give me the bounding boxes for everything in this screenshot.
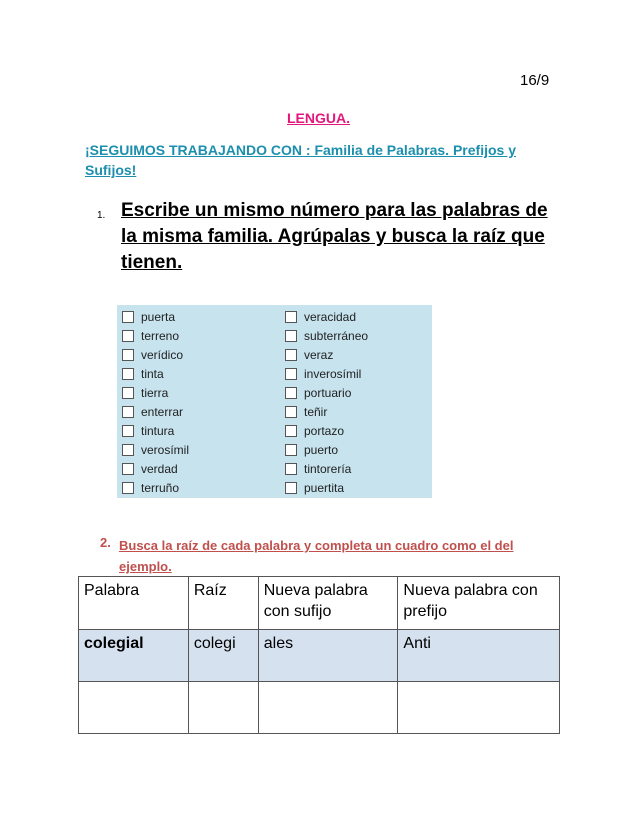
checkbox-icon[interactable] — [122, 368, 134, 380]
word-item[interactable] — [122, 478, 189, 497]
checkbox-icon[interactable] — [285, 387, 297, 399]
question2-text: Busca la raíz de cada palabra y completa un cuadro como el del ejemplo. — [119, 538, 514, 574]
word-label: tintorería — [304, 461, 352, 476]
question2-number: 2. — [100, 535, 111, 550]
word-item[interactable] — [122, 364, 189, 383]
word-item[interactable] — [285, 364, 368, 383]
word-item[interactable] — [122, 421, 189, 440]
question1-number: 1. — [97, 210, 106, 221]
table-cell: colegi — [188, 630, 258, 682]
word-item[interactable] — [122, 402, 189, 421]
word-label: subterráneo — [304, 328, 369, 343]
word-label: veraz — [304, 347, 334, 362]
checkbox-icon[interactable] — [285, 368, 297, 380]
word-item[interactable] — [122, 459, 189, 478]
question1-text: Escribe un mismo número para las palabras de la misma familia. Agrúpalas y busca la raíz que tienen. — [121, 200, 548, 273]
table-row-empty[interactable] — [79, 682, 560, 734]
word-item[interactable] — [122, 383, 189, 402]
table-cell: colegial — [79, 630, 189, 682]
checkbox-icon[interactable] — [122, 330, 134, 342]
checkbox-icon[interactable] — [285, 463, 297, 475]
checkbox-icon[interactable] — [285, 330, 297, 342]
checkbox-icon[interactable] — [285, 482, 297, 494]
word-label: tintura — [141, 423, 175, 438]
table-cell[interactable] — [258, 682, 398, 734]
checkbox-icon[interactable] — [285, 444, 297, 456]
word-item[interactable] — [122, 307, 189, 326]
checkbox-icon[interactable] — [285, 349, 297, 361]
checkbox-icon[interactable] — [285, 406, 297, 418]
word-item[interactable] — [285, 421, 368, 440]
header-cell: Nueva palabra con sufijo — [258, 577, 398, 630]
word-label: portazo — [304, 423, 345, 438]
word-item[interactable] — [285, 345, 368, 364]
word-label: teñir — [304, 404, 328, 419]
word-label: terruño — [141, 480, 180, 495]
checkbox-icon[interactable] — [122, 444, 134, 456]
checkbox-icon[interactable] — [285, 425, 297, 437]
word-item[interactable] — [122, 345, 189, 364]
word-label: tierra — [141, 385, 169, 400]
word-item[interactable] — [285, 402, 368, 421]
checkbox-icon[interactable] — [122, 425, 134, 437]
word-label: verídico — [141, 347, 184, 362]
table-row-example — [79, 630, 560, 682]
checkbox-icon[interactable] — [122, 482, 134, 494]
word-label: puerta — [141, 309, 176, 324]
word-label: inverosímil — [304, 366, 362, 381]
word-item[interactable] — [285, 326, 368, 345]
table-header-row — [79, 577, 560, 630]
word-label: puerto — [304, 442, 339, 457]
table-cell[interactable] — [188, 682, 258, 734]
table-cell: ales — [258, 630, 398, 682]
word-label: tinta — [141, 366, 164, 381]
intro-heading: ¡SEGUIMOS TRABAJANDO CON : Familia de Palabras. Prefijos y Sufijos! — [85, 142, 516, 178]
word-item[interactable] — [285, 307, 368, 326]
word-label: verdad — [141, 461, 178, 476]
word-label: verosímil — [141, 442, 190, 457]
checkbox-icon[interactable] — [122, 463, 134, 475]
word-item[interactable] — [285, 383, 368, 402]
word-item[interactable] — [122, 440, 189, 459]
header-cell: Raíz — [188, 577, 258, 630]
checkbox-icon[interactable] — [122, 349, 134, 361]
checkbox-icon[interactable] — [122, 387, 134, 399]
word-label: puertita — [304, 480, 345, 495]
checkbox-icon[interactable] — [122, 311, 134, 323]
subject-title: LENGUA. — [287, 110, 350, 126]
word-item[interactable] — [285, 440, 368, 459]
word-table — [78, 576, 560, 734]
word-label: portuario — [304, 385, 352, 400]
date-label: 16/9 — [520, 72, 550, 89]
word-item[interactable] — [122, 326, 189, 345]
table-cell: Anti — [398, 630, 560, 682]
word-item[interactable] — [285, 478, 368, 497]
word-column-left — [122, 307, 189, 497]
word-label: veracidad — [304, 309, 357, 324]
table-cell[interactable] — [79, 682, 189, 734]
word-label: terreno — [141, 328, 180, 343]
word-column-right — [285, 307, 368, 497]
header-cell: Palabra — [79, 577, 189, 630]
header-cell: Nueva palabra con prefijo — [398, 577, 560, 630]
word-item[interactable] — [285, 459, 368, 478]
checkbox-icon[interactable] — [285, 311, 297, 323]
word-label: enterrar — [141, 404, 184, 419]
word-checklist-image — [117, 305, 432, 498]
table-cell[interactable] — [398, 682, 560, 734]
checkbox-icon[interactable] — [122, 406, 134, 418]
